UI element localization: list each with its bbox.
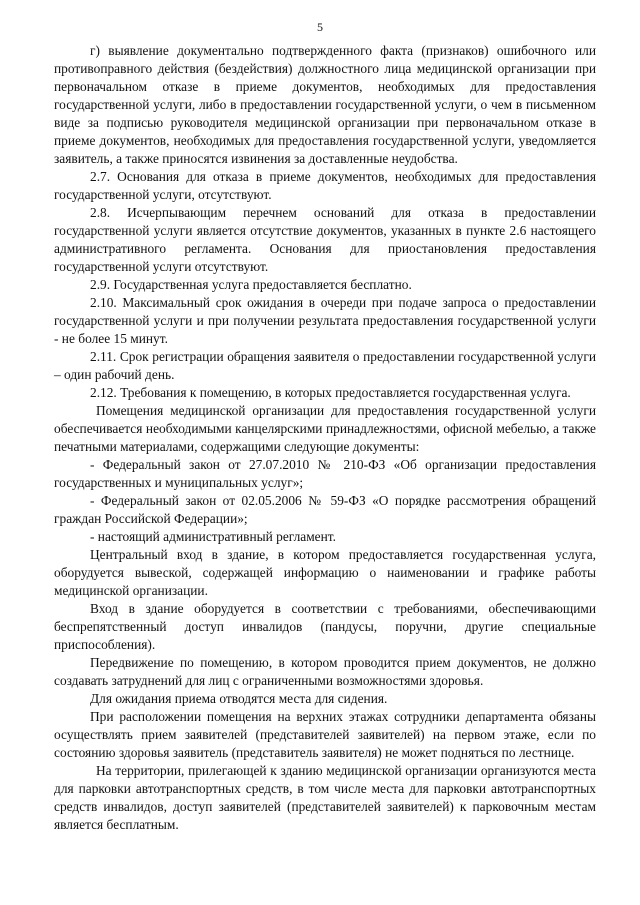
paragraph-p5: 2.10. Максимальный срок ожидания в очереди при подаче запроса о предоставлении государственной услуги и при получении результата предоставления государственной услуги - не более 15 минут. (54, 295, 596, 346)
paragraph-p10: - Федеральный закон от 02.05.2006 № 59-ФЗ «О порядке рассмотрения обращений граждан Российской Федерации»; (54, 493, 596, 526)
document-body (54, 42, 596, 834)
paragraph-p4: 2.9. Государственная услуга предоставляется бесплатно. (90, 277, 412, 292)
paragraph-p6: 2.11. Срок регистрации обращения заявителя о предоставлении государственной услуги – один рабочий день. (54, 349, 596, 382)
paragraph-p3: 2.8. Исчерпывающим перечнем оснований для отказа в предоставлении государственной услуги является отсутствие документов, указанных в пункте 2.6 настоящего административного регламента. Основания для приостановления предоставления государственной услуги отсутствуют. (54, 205, 596, 274)
paragraph-p9: - Федеральный закон от 27.07.2010 № 210-ФЗ «Об организации предоставления государственных и муниципальных услуг»; (54, 457, 596, 490)
paragraph-p16: При расположении помещения на верхних этажах сотрудники департамента обязаны осуществлять прием заявителей (представителей заявителей) на первом этаже, если по состоянию здоровья заявитель (представитель заявителя) не может подняться по лестнице. (54, 709, 596, 760)
paragraph-p11: - настоящий административный регламент. (90, 529, 336, 544)
paragraph-p8: Помещения медицинской организации для предоставления государственной услуги обеспечивается необходимыми канцелярскими принадлежностями, офисной мебелью, а также печатными материалами, содержащими следующие документы: (54, 403, 596, 454)
paragraph-p15: Для ожидания приема отводятся места для сидения. (90, 691, 388, 706)
paragraph-p17: На территории, прилегающей к зданию медицинской организации организуются места для парковки автотранспортных средств, в том числе места для парковки автотранспортных средств инвалидов, доступ заявителей (представителей заявителей) к парковочным местам является бесплатным. (54, 763, 596, 832)
paragraph-p1: г) выявление документально подтвержденного факта (признаков) ошибочного или противоправного действия (бездействия) должностного лица медицинской организации при первоначальном отказе в приеме документов, необходимых для предоставления государственной услуги, либо в предоставлении государственной услуги, о чем в письменном виде за подписью руководителя медицинской организации при первоначальном отказе в приеме документов, необходимых для предоставления государственной услуги, уведомляется заявитель, а также приносятся извинения за доставленные неудобства. (54, 43, 596, 166)
paragraph-p13: Вход в здание оборудуется в соответствии с требованиями, обеспечивающими беспрепятственный доступ инвалидов (пандусы, поручни, другие специальные приспособления). (54, 601, 596, 652)
page-number: 5 (317, 20, 323, 34)
paragraph-p12: Центральный вход в здание, в котором предоставляется государственная услуга, оборудуется вывеской, содержащей информацию о наименовании и графике работы медицинской организации. (54, 547, 596, 598)
paragraph-p14: Передвижение по помещению, в котором проводится прием документов, не должно создавать затруднений для лиц с ограниченными возможностями здоровья. (54, 655, 596, 688)
paragraph-p7: 2.12. Требования к помещению, в которых предоставляется государственная услуга. (90, 385, 571, 400)
paragraph-p2: 2.7. Основания для отказа в приеме документов, необходимых для предоставления государственной услуги, отсутствуют. (54, 169, 596, 202)
